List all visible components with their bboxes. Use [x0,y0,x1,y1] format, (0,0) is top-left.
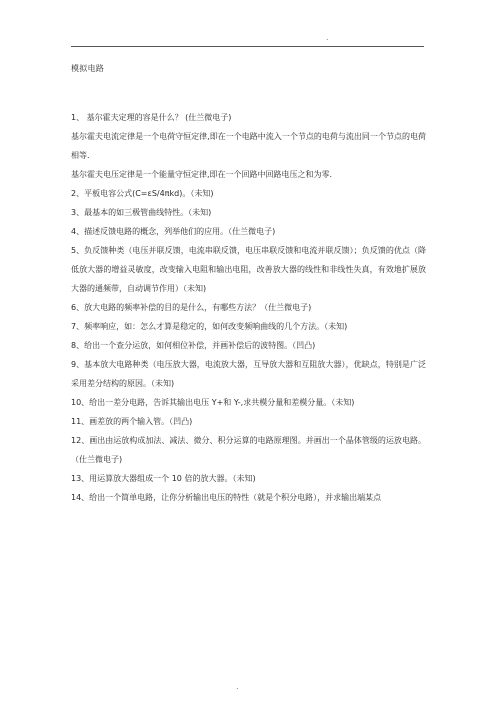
paragraph: 基尔霍夫电流定律是一个电荷守恒定律,即在一个电路中流入一个节点的电荷与流出同一个节点的电荷相等. [71,132,426,160]
paragraph: 4、描述反馈电路的概念，列举他们的应用。（仕兰微电子) [71,227,276,236]
paragraph: 10、给出一差分电路，告诉其输出电压 Y+和 Y-,求共模分量和差模分量。（未知) [71,398,355,407]
header-mark: . [326,33,329,42]
paragraph: 6、放大电路的频率补偿的目的是什么，有哪些方法？（仕兰微电子) [71,303,312,312]
header-divider [71,46,424,47]
paragraph: 12、画出由运放构成加法、减法、微分、积分运算的电路原理图。并画出一个晶体管级的运放电路。（仕兰微电子) [71,436,426,464]
paragraph: 1、 基尔霍夫定理的容是什么？ (仕兰微电子) [71,113,232,122]
document-title: 模拟电路 [71,64,105,73]
footer-mark: . [236,682,239,691]
paragraph: 11、画差放的两个输入管。（凹凸) [71,417,193,426]
paragraph: 2、平板电容公式(C=εS/4πkd)。（未知) [71,189,214,198]
document-body [71,108,426,507]
paragraph: 3、最基本的如三极管曲线特性。（未知) [71,208,212,217]
paragraph: 基尔霍夫电压定律是一个能量守恒定律,即在一个回路中回路电压之和为零. [71,170,333,179]
paragraph: 13、用运算放大器组成一个 10 倍的放大器。（未知) [71,474,256,483]
paragraph: 7、频率响应，如：怎么才算是稳定的，如何改变频响曲线的几个方法。（未知) [71,322,348,331]
paragraph: 9、基本放大电路种类（电压放大器，电流放大器，互导放大器和互阻放大器），优缺点，特别是广泛采用差分结构的原因。（未知) [71,360,426,388]
paragraph: 14、给出一个简单电路，让你分析输出电压的特性（就是个积分电路），并求输出端某点 [71,493,382,502]
paragraph: 8、给出一个查分运放，如何相位补偿，并画补偿后的波特图。（凹凸) [71,341,316,350]
paragraph: 5、负反馈种类（电压并联反馈，电流串联反馈，电压串联反馈和电流并联反馈）；负反馈的优点（降低放大器的增益灵敏度，改变输入电阻和输出电阻，改善放大器的线性和非线性失真，有效地扩展放大器的通频带，自动调节作用）（未知) [71,246,426,293]
